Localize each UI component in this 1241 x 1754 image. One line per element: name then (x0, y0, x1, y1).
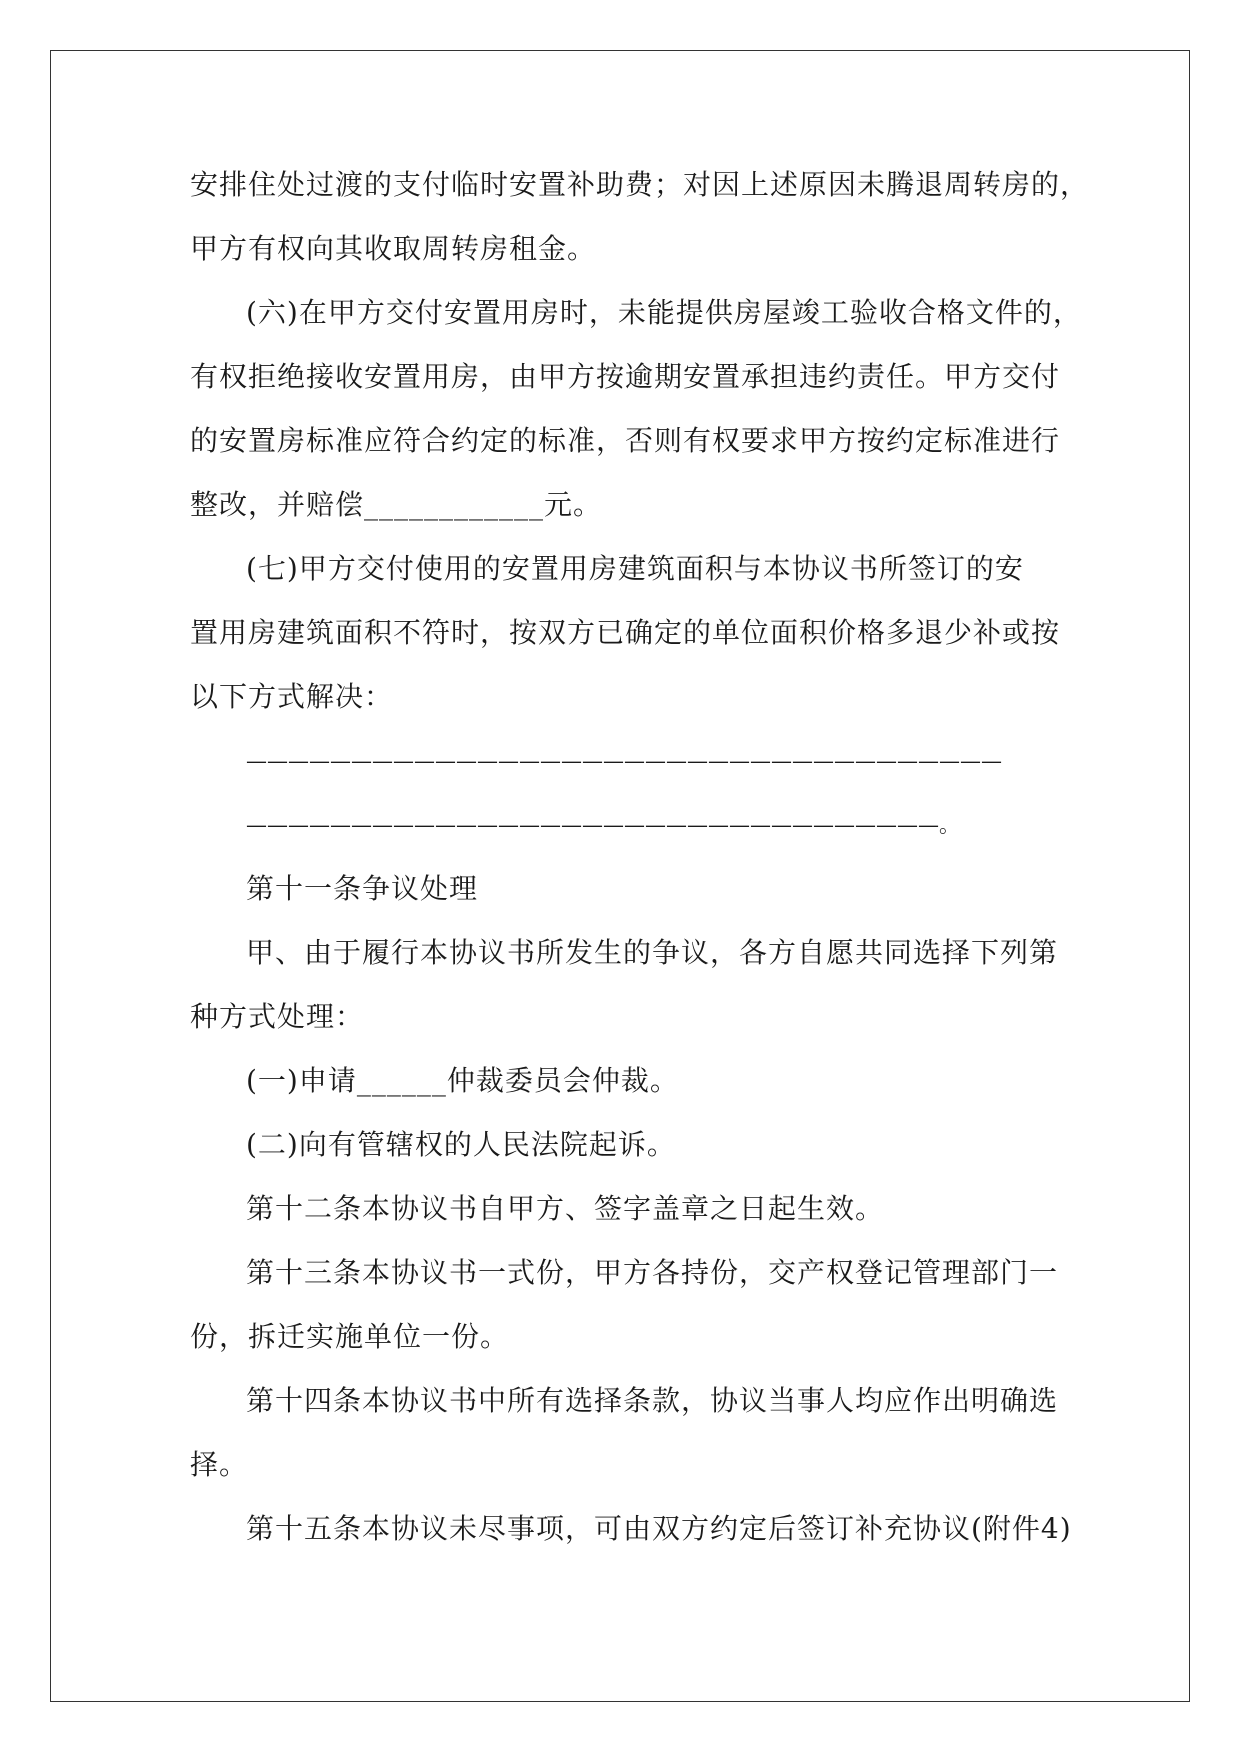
text-line-19: 份，拆迁实施单位一份。 (190, 1320, 510, 1353)
article-14: 第十四条本协议书中所有选择条款，协议当事人均应作出明确选 (246, 1384, 1059, 1417)
text-line-6: 整改，并赔偿____________元。 (190, 488, 603, 521)
article-12: 第十二条本协议书自甲方、签字盖章之日起生效。 (246, 1192, 885, 1225)
text-line-4: 有权拒绝接收安置用房，由甲方按逾期安置承担违约责任。甲方交付 (190, 360, 1061, 393)
article-11-heading: 第十一条争议处理 (246, 872, 479, 905)
text-line-5: 的安置房标准应符合约定的标准，否则有权要求甲方按约定标准进行 (190, 424, 1061, 457)
text-line-21: 择。 (190, 1448, 249, 1481)
text-line-8: 置用房建筑面积不符时，按双方已确定的单位面积价格多退少补或按 (190, 616, 1061, 649)
text-line-1: 安排住处过渡的支付临时安置补助费；对因上述原因未腾退周转房的， (190, 168, 1090, 201)
text-line-14: 种方式处理： (190, 1000, 365, 1033)
text-line-7: (七)甲方交付使用的安置用房建筑面积与本协议书所签订的安 (246, 552, 1024, 585)
text-line-15: (一)申请______仲裁委员会仲裁。 (246, 1064, 679, 1097)
blank-line-2: —————————————————————————————————。 (246, 813, 960, 837)
blank-line-1: ———————————————————————————————————— (246, 749, 1002, 773)
text-line-2: 甲方有权向其收取周转房租金。 (190, 232, 597, 265)
text-line-13: 甲、由于履行本协议书所发生的争议，各方自愿共同选择下列第 (246, 936, 1059, 969)
text-line-16: (二)向有管辖权的人民法院起诉。 (246, 1128, 676, 1161)
text-line-3: (六)在甲方交付安置用房时，未能提供房屋竣工验收合格文件的， (246, 296, 1082, 329)
article-13: 第十三条本协议书一式份，甲方各持份，交产权登记管理部门一 (246, 1256, 1059, 1289)
text-line-9: 以下方式解决： (190, 680, 394, 713)
article-15: 第十五条本协议未尽事项，可由双方约定后签订补充协议(附件4) (246, 1512, 1072, 1545)
